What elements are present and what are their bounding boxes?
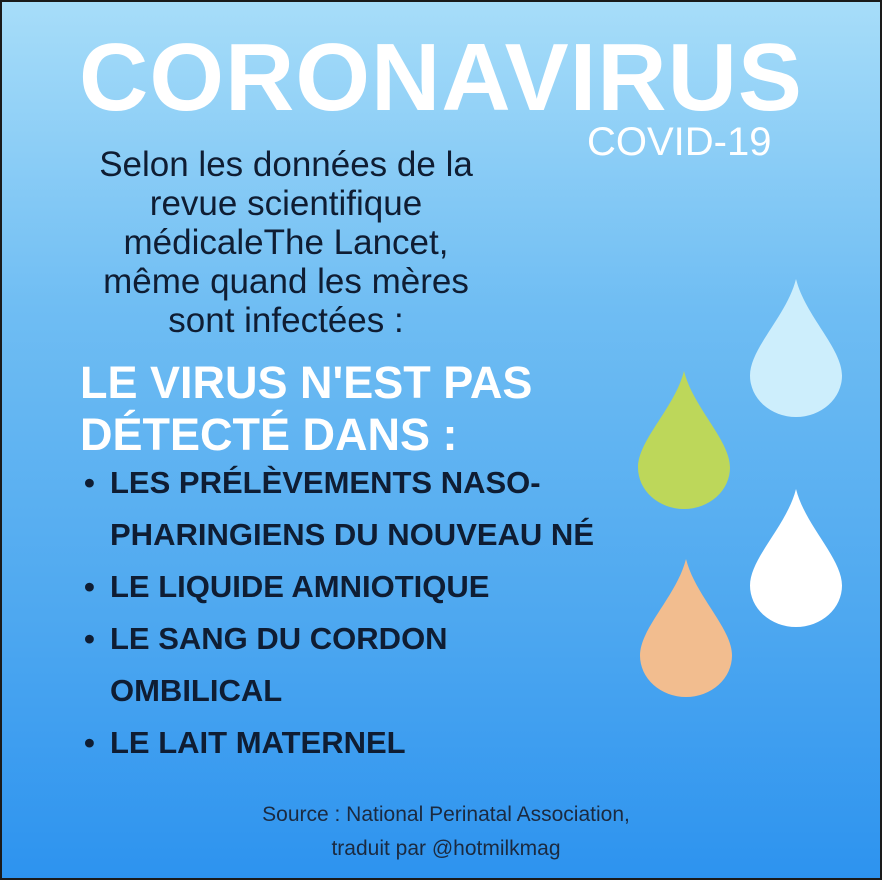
green-drop-icon	[638, 369, 730, 511]
intro-text	[52, 145, 520, 340]
poster-title: CORONAVIRUS	[79, 24, 803, 131]
headline-line: LE VIRUS N'EST PAS	[80, 357, 533, 408]
list-item	[84, 561, 594, 613]
findings-list	[84, 457, 594, 769]
white-drop-icon	[750, 487, 842, 629]
bullet-icon: •	[84, 725, 95, 760]
source-line: Source : National Perinatal Association,	[262, 803, 630, 826]
source-credit	[2, 798, 880, 866]
list-item-line: LE LAIT MATERNEL	[110, 725, 406, 760]
orange-drop-icon	[640, 557, 732, 699]
bullet-icon: •	[84, 569, 95, 604]
infographic-poster	[2, 2, 880, 878]
headline-line: DÉTECTÉ DANS :	[80, 409, 458, 460]
intro-line: Selon les données de la	[99, 145, 473, 184]
intro-line: médicaleThe Lancet,	[123, 223, 449, 262]
list-item-line: LE LIQUIDE AMNIOTIQUE	[110, 569, 490, 604]
poster-subtitle: COVID-19	[587, 120, 772, 164]
list-item-line: LES PRÉLÈVEMENTS NASO-	[110, 465, 541, 500]
intro-line: même quand les mères	[103, 262, 469, 301]
bullet-icon: •	[84, 465, 95, 500]
bullet-icon: •	[84, 621, 95, 656]
intro-line: sont infectées :	[168, 301, 404, 340]
list-item-line: PHARINGIENS DU NOUVEAU NÉ	[110, 517, 594, 552]
list-item	[84, 613, 594, 717]
list-item	[84, 717, 594, 769]
light-blue-drop-icon	[750, 277, 842, 419]
list-item	[84, 457, 594, 561]
light-blue-drop-shape	[750, 279, 842, 417]
headline	[80, 357, 532, 461]
white-drop-shape	[750, 489, 842, 627]
list-item-line: OMBILICAL	[110, 673, 283, 708]
green-drop-shape	[638, 371, 730, 509]
intro-line: revue scientifique	[149, 184, 423, 223]
orange-drop-shape	[640, 559, 732, 697]
source-line: traduit par @hotmilkmag	[331, 837, 561, 860]
list-item-line: LE SANG DU CORDON	[110, 621, 448, 656]
